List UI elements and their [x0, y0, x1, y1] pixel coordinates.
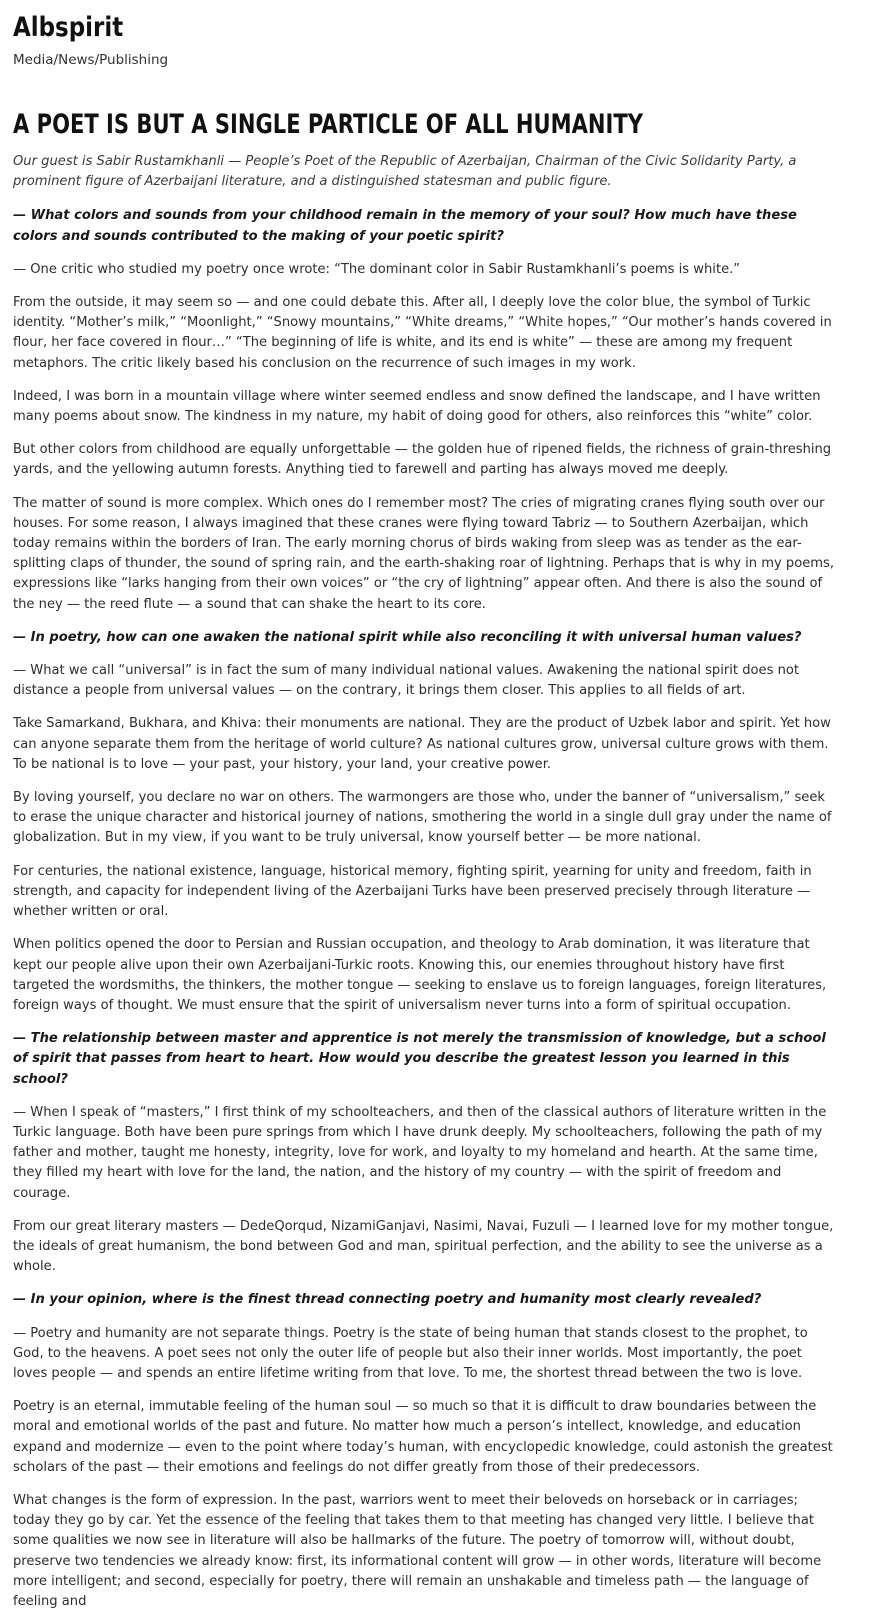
interview-question: — In your opinion, where is the finest thread connecting poetry and humanity most clearly revealed?	[13, 1292, 762, 1308]
site-title[interactable]: Albspirit	[13, 12, 124, 43]
article-intro: Our guest is Sabir Rustamkhanli — People’s Poet of the Republic of Azerbaijan, Chairman of the Civic Solidarity Party, a prominent figure of Azerbaijani literature, and a distinguished statesman and public figure.	[13, 154, 797, 190]
interview-question: — The relationship between master and apprentice is not merely the transmission of knowledge, but a school of spirit that passes from heart to heart. How would you describe the greatest lesson you learned in this school?	[13, 1031, 826, 1087]
interview-answer: Poetry is an eternal, immutable feeling of the human soul — so much so that it is difficult to draw boundaries between the moral and emotional worlds of the past and future. No matter how much a person’s intellect, knowledge, and education expand and modernize — even to the point where today’s human, with encyclopedic knowledge, could astonish the greatest scholars of the past — their emotions and feelings do not differ greatly from those of their predecessors.	[13, 1399, 833, 1475]
interview-question: — In poetry, how can one awaken the national spirit while also reconciling it with universal human values?	[13, 629, 802, 645]
interview-answer: Take Samarkand, Bukhara, and Khiva: their monuments are national. They are the product of Uzbek labor and spirit. Yet how can anyone separate them from the heritage of world culture? As national cultures grow, universal culture grows with them. To be national is to love — your past, your history, your land, your creative power.	[13, 716, 831, 772]
interview-answer: — One critic who studied my poetry once wrote: “The dominant color in Sabir Rustamkhanli’s poems is white.”	[13, 261, 741, 277]
interview-answer: By loving yourself, you declare no war on others. The warmongers are those who, under the banner of “universalism,” seek to erase the unique character and historical journey of nations, smothering the world in a single dull gray under the name of globalization. But in my view, if you want to be truly universal, know yourself better — be more national.	[13, 790, 832, 846]
interview-answer: — Poetry and humanity are not separate things. Poetry is the state of being human that stands closest to the prophet, to God, to the heavens. A poet sees not only the outer life of people but also their inner worlds. Most importantly, the poet loves people — and spends an entire lifetime writing from that love. To me, the shortest thread between the two is love.	[13, 1325, 808, 1381]
interview-answer: For centuries, the national existence, language, historical memory, fighting spirit, yearning for unity and freedom, faith in strength, and capacity for independent living of the Azerbaijani Turks have been preserved precisely through literature — whether written or oral.	[13, 863, 812, 920]
site-header	[13, 10, 836, 70]
article-body	[13, 152, 836, 1612]
interview-answer: The matter of sound is more complex. Which ones do I remember most? The cries of migrating cranes flying south over our houses. For some reason, I always imagined that these cranes were flying toward Tabriz — to Southern Azerbaijan, which today remains within the borders of Iran. The early morning chorus of birds waking from sleep was as tender as the ear-splitting claps of thunder, the sound of spring rain, and the earth-shaking roar of lightning. Perhaps that is why in my poems, expressions like “larks hanging from their own voices” or “the cry of lightning” appear often. And there is also the sound of the ney — the reed flute — a sound that can shake the heart to its core.	[13, 495, 835, 612]
site-tagline: Media/News/Publishing	[13, 52, 169, 68]
interview-answer: — What we call “universal” is in fact the sum of many individual national values. Awakening the national spirit does not distance a people from universal values — on the contrary, it brings them closer. This applies to all fields of art.	[13, 663, 800, 699]
interview-answer: When politics opened the door to Persian and Russian occupation, and theology to Arab domination, it was literature that kept our people alive upon their own Azerbaijani-Turkic roots. Knowing this, our enemies throughout history have first targeted the wordsmiths, the thinkers, the mother tongue — seeking to enslave us to foreign languages, foreign literatures, foreign ways of thought. We must ensure that the spirit of universalism never turns into a form of spiritual occupation.	[13, 937, 827, 1013]
article-title: A POET IS BUT A SINGLE PARTICLE OF ALL HUMANITY	[13, 109, 643, 140]
interview-answer: From the outside, it may seem so — and one could debate this. After all, I deeply love the color blue, the symbol of Turkic identity. “Mother’s milk,” “Moonlight,” “Snowy mountains,” “White dreams,” “White hopes,” “Our mother’s hands covered in flour, her face covered in flour…” “The beginning of life is white, and its end is white” — these are among my frequent metaphors. The critic likely based his conclusion on the recurrence of such images in my work.	[13, 295, 832, 371]
interview-answer: — When I speak of “masters,” I first think of my schoolteachers, and then of the classical authors of literature written in the Turkic language. Both have been pure springs from which I have drunk deeply. My schoolteachers, following the path of my father and mother, taught me honesty, integrity, love for work, and loyalty to my homeland and hearth. At the same time, they filled my heart with love for the land, the nation, and the history of my country — with the spirit of freedom and courage.	[13, 1104, 827, 1201]
interview-answer: What changes is the form of expression. In the past, warriors went to meet their beloveds on horseback or in carriages; today they go by car. Yet the essence of the feeling that takes them to that meeting has changed very little. I believe that some qualities we now see in literature will also be hallmarks of the future. The poetry of tomorrow will, without doubt, preserve two tendencies we already know: first, its informational content will grow — in other words, literature will become more intelligent; and second, especially for poetry, there will remain an unshakable and timeless path — the language of feeling and	[13, 1492, 822, 1609]
interview-answer: Indeed, I was born in a mountain village where winter seemed endless and snow defined the landscape, and I have written many poems about snow. The kindness in my nature, my habit of doing good for others, also reinforces this “white” color.	[13, 388, 821, 425]
article-paragraphs	[13, 206, 836, 1612]
interview-question: — What colors and sounds from your childhood remain in the memory of your soul? How much have these colors and sounds contributed to the making of your poetic spirit?	[13, 208, 797, 244]
article	[13, 108, 836, 1612]
interview-answer: From our great literary masters — DedeQorqud, NizamiGanjavi, Nasimi, Navai, Fuzuli — I learned love for my mother tongue, the ideals of great humanism, the bond between God and man, spiritual perfection, and the ability to see the universe as a whole.	[13, 1218, 834, 1275]
interview-answer: But other colors from childhood are equally unforgettable — the golden hue of ripened fields, the richness of grain-threshing yards, and the yellowing autumn forests. Anything tied to farewell and parting has always moved me deeply.	[13, 442, 832, 478]
